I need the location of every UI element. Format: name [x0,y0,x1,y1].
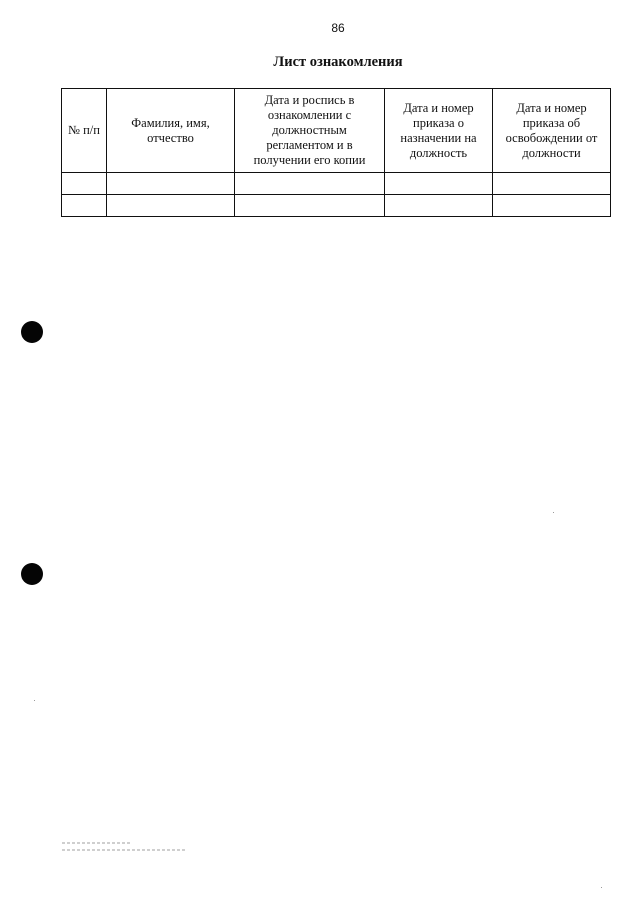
faint-stamp-mark [62,842,192,862]
column-header-signature-date: Дата и роспись в ознакомлении с должностным регламентом и в получении его копии [235,89,385,173]
punch-hole-bottom [21,563,43,585]
scan-speck [601,887,602,888]
scan-speck [34,700,35,701]
table-cell [493,195,611,217]
table-cell [493,173,611,195]
column-header-full-name: Фамилия, имя, отчество [107,89,235,173]
table-row [62,173,611,195]
table-header-row [62,89,611,173]
scan-speck [553,512,554,513]
table-cell [385,173,493,195]
page-title: Лист ознакомления [273,54,403,70]
column-header-appointment-order: Дата и номер приказа о назначении на должность [385,89,493,173]
acknowledgement-table [61,88,611,217]
page-number: 86 [331,21,345,35]
table-cell [62,195,107,217]
table-cell [385,195,493,217]
column-header-number: № п/п [62,89,107,173]
table-cell [235,173,385,195]
table-row [62,195,611,217]
table-cell [62,173,107,195]
column-header-dismissal-order: Дата и номер приказа об освобождении от должности [493,89,611,173]
punch-hole-top [21,321,43,343]
table-cell [107,195,235,217]
table-cell [235,195,385,217]
table-cell [107,173,235,195]
